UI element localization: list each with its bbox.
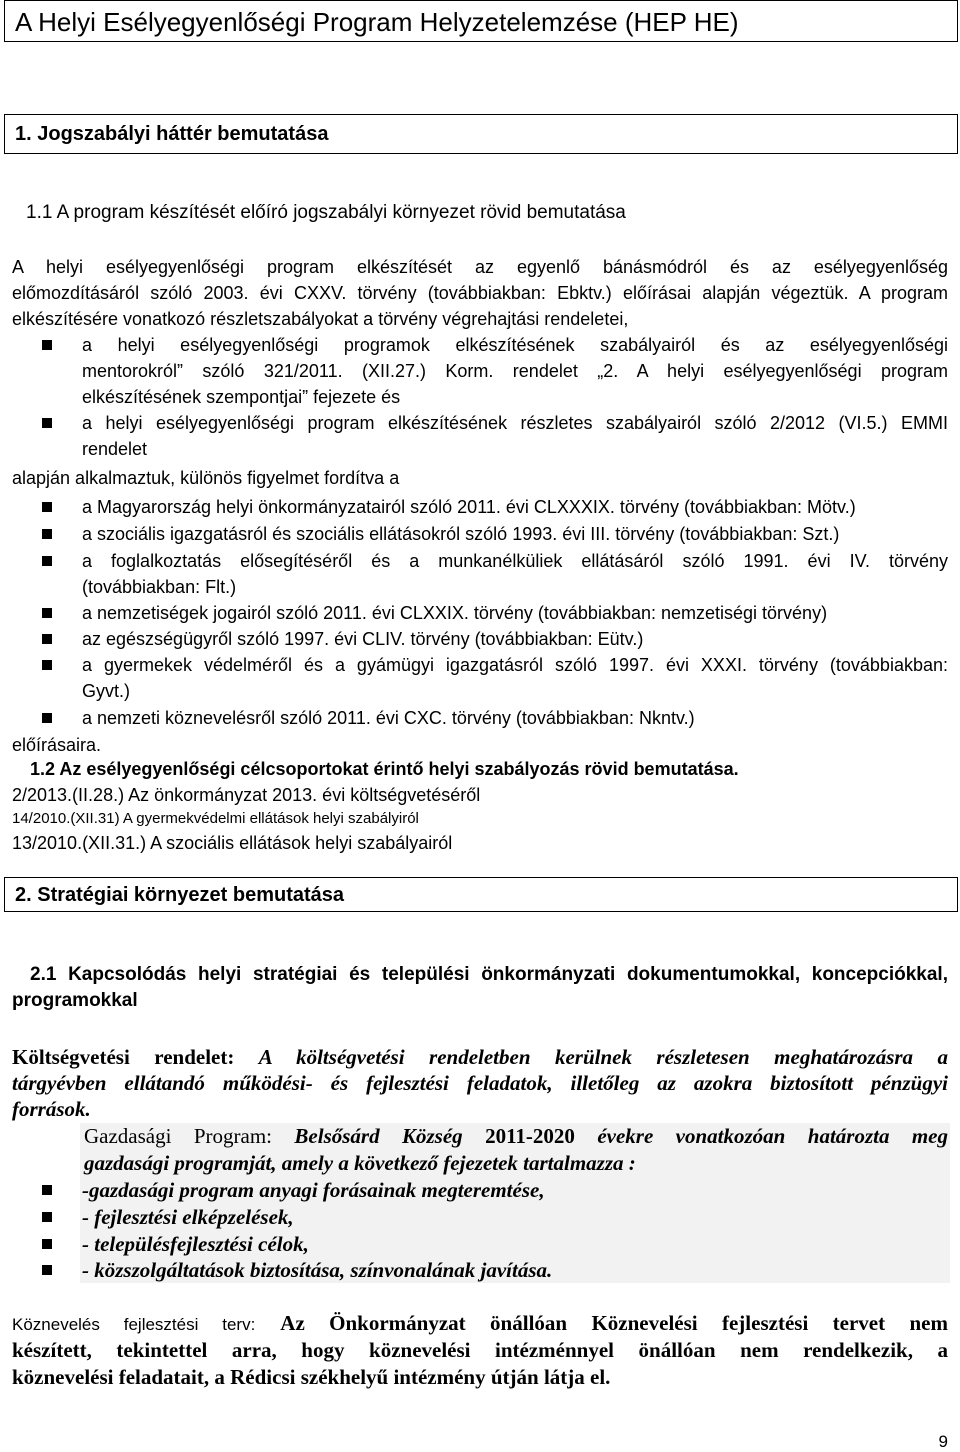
bullet-square-icon — [42, 556, 52, 566]
section-1-heading: 1. Jogszabályi háttér bemutatása — [4, 114, 958, 154]
paragraph-line: elkészítésére vonatkozó részletszabályokat a törvény végrehajtási rendeletei, — [12, 309, 629, 329]
program-years: 2011-2020 — [485, 1124, 575, 1148]
budget-decree-text: A költségvetési rendeletben kerülnek részletesen meghatározásra a — [258, 1045, 948, 1069]
regulation-line: 13/2010.(XII.31.) A szociális ellátások helyi szabályairól — [12, 833, 453, 853]
document-title: A Helyi Esélyegyenlőségi Program Helyzetelemzése (HEP HE) — [4, 0, 958, 42]
subsection-2-1-heading-text: 2.1 Kapcsolódás helyi stratégiai és települési önkormányzati dokumentumokkal, koncepciókkal, — [30, 964, 948, 985]
paragraph-line: előmozdításáról szóló 2003. évi CXXV. törvény (továbbiakban: Ebktv.) előírásai alapján végeztük. A program — [12, 283, 948, 303]
village-name: Belsősárd Község — [294, 1124, 463, 1148]
list-item: a Magyarország helyi önkormányzatairól szóló 2011. évi CLXXXIX. törvény (továbbiakban: Mötv.) — [82, 497, 856, 517]
list-item: a nemzetiségek jogairól szóló 2011. évi CLXXIX. törvény (továbbiakban: nemzetiségi törvény) — [82, 603, 828, 623]
bullet-square-icon — [42, 608, 52, 618]
subsection-2-1-heading-cont: programokkal — [12, 990, 138, 1011]
budget-decree-line: tárgyévben ellátandó működési- és fejlesztési feladatok, illetőleg az azokra biztosított pénzügyi — [12, 1071, 948, 1095]
list-item: (továbbiakban: Flt.) — [82, 577, 237, 597]
bullet-square-icon — [42, 502, 52, 512]
economic-program-item: - közszolgáltatások biztosítása, színvonalának javítása. — [82, 1258, 553, 1282]
list-item: a gyermekek védelméről és a gyámügyi igazgatásról szóló 1997. évi XXXI. törvény (továbbiakban: — [82, 655, 948, 675]
economic-program-line: gazdasági programját, amely a következő fejezetek tartalmazza : — [84, 1151, 636, 1175]
section-2-heading: 2. Stratégiai környezet bemutatása — [4, 877, 958, 912]
list-item: rendelet — [82, 439, 148, 459]
bullet-square-icon — [42, 340, 52, 350]
bullet-square-icon — [42, 713, 52, 723]
education-plan-label: Köznevelés fejlesztési terv: — [12, 1315, 256, 1334]
bullet-square-icon — [42, 634, 52, 644]
list-item: a nemzeti köznevelésről szóló 2011. évi CXC. törvény (továbbiakban: Nkntv.) — [82, 708, 695, 728]
subsection-1-2-heading: 1.2 Az esélyegyenlőségi célcsoportokat érintő helyi szabályozás rövid bemutatása. — [30, 759, 739, 779]
list-item: a foglalkoztatás elősegítéséről és a munkanélküliek ellátásáról szóló 1991. évi IV. törvény — [82, 551, 948, 571]
list-item: a szociális igazgatásról és szociális ellátásokról szóló 1993. évi III. törvény (továbbiakban: Szt.) — [82, 524, 840, 544]
list-item: a helyi esélyegyenlőségi programok elkészítésének szabályairól és az esélyegyenlőségi — [82, 335, 948, 355]
subsection-1-1-heading: 1.1 A program készítését előíró jogszabályi környezet rövid bemutatása — [26, 202, 626, 223]
economic-program-item: - fejlesztési elképzelések, — [82, 1205, 294, 1229]
regulation-line: 2/2013.(II.28.) Az önkormányzat 2013. évi költségvetéséről — [12, 785, 481, 805]
list-item: az egészségügyről szóló 1997. évi CLIV. törvény (továbbiakban: Eütv.) — [82, 629, 644, 649]
bullet-square-icon — [42, 1212, 52, 1222]
bullet-square-icon — [42, 1265, 52, 1275]
bullet-square-icon — [42, 1185, 52, 1195]
list-item: mentorokról” szóló 321/2011. (XII.27.) Korm. rendelet „2. A helyi esélyegyenlőségi program — [82, 361, 948, 381]
budget-decree-label: Költségvetési rendelet: — [12, 1045, 235, 1069]
economic-program-label: Gazdasági Program: — [84, 1124, 273, 1148]
budget-decree-line — [12, 1044, 948, 1070]
regulation-line: 14/2010.(XII.31) A gyermekvédelmi ellátások helyi szabályiról — [12, 810, 419, 827]
list-item: Gyvt.) — [82, 681, 130, 701]
bullet-square-icon — [42, 529, 52, 539]
bullet-square-icon — [42, 660, 52, 670]
paragraph-line: alapján alkalmaztuk, különös figyelmet fordítva a — [12, 468, 400, 488]
list-item: a helyi esélyegyenlőségi program elkészítésének részletes szabályairól szóló 2/2012 (VI.5.) EMMI — [82, 413, 948, 433]
economic-program-item: -gazdasági program anyagi forásainak megteremtése, — [82, 1178, 545, 1202]
budget-decree-line: források. — [12, 1097, 91, 1121]
bullet-square-icon — [42, 1239, 52, 1249]
education-plan-line — [12, 1310, 948, 1338]
education-plan-line: készített, tekintettel arra, hogy köznevelési intézménnyel önállóan nem rendelkezik, a — [12, 1338, 948, 1362]
economic-program-line — [84, 1123, 948, 1149]
page-number: 9 — [938, 1432, 948, 1451]
list-item: elkészítésének szempontjai” fejezete és — [82, 387, 401, 407]
economic-program-item: - településfejlesztési célok, — [82, 1232, 309, 1256]
subsection-2-1-heading — [12, 962, 948, 988]
bullet-square-icon — [42, 418, 52, 428]
education-plan-line: köznevelési feladatait, a Rédicsi székhelyű intézmény útján látja el. — [12, 1365, 611, 1389]
education-plan-text: Az Önkormányzat önállóan Köznevelési fejlesztési tervet nem — [280, 1311, 948, 1335]
paragraph-line: A helyi esélyegyenlőségi program elkészítését az egyenlő bánásmódról és az esélyegyenlőség — [12, 257, 948, 277]
paragraph-line: előírásaira. — [12, 735, 102, 755]
economic-program-text: évekre vonatkozóan határozta meg — [597, 1124, 949, 1148]
